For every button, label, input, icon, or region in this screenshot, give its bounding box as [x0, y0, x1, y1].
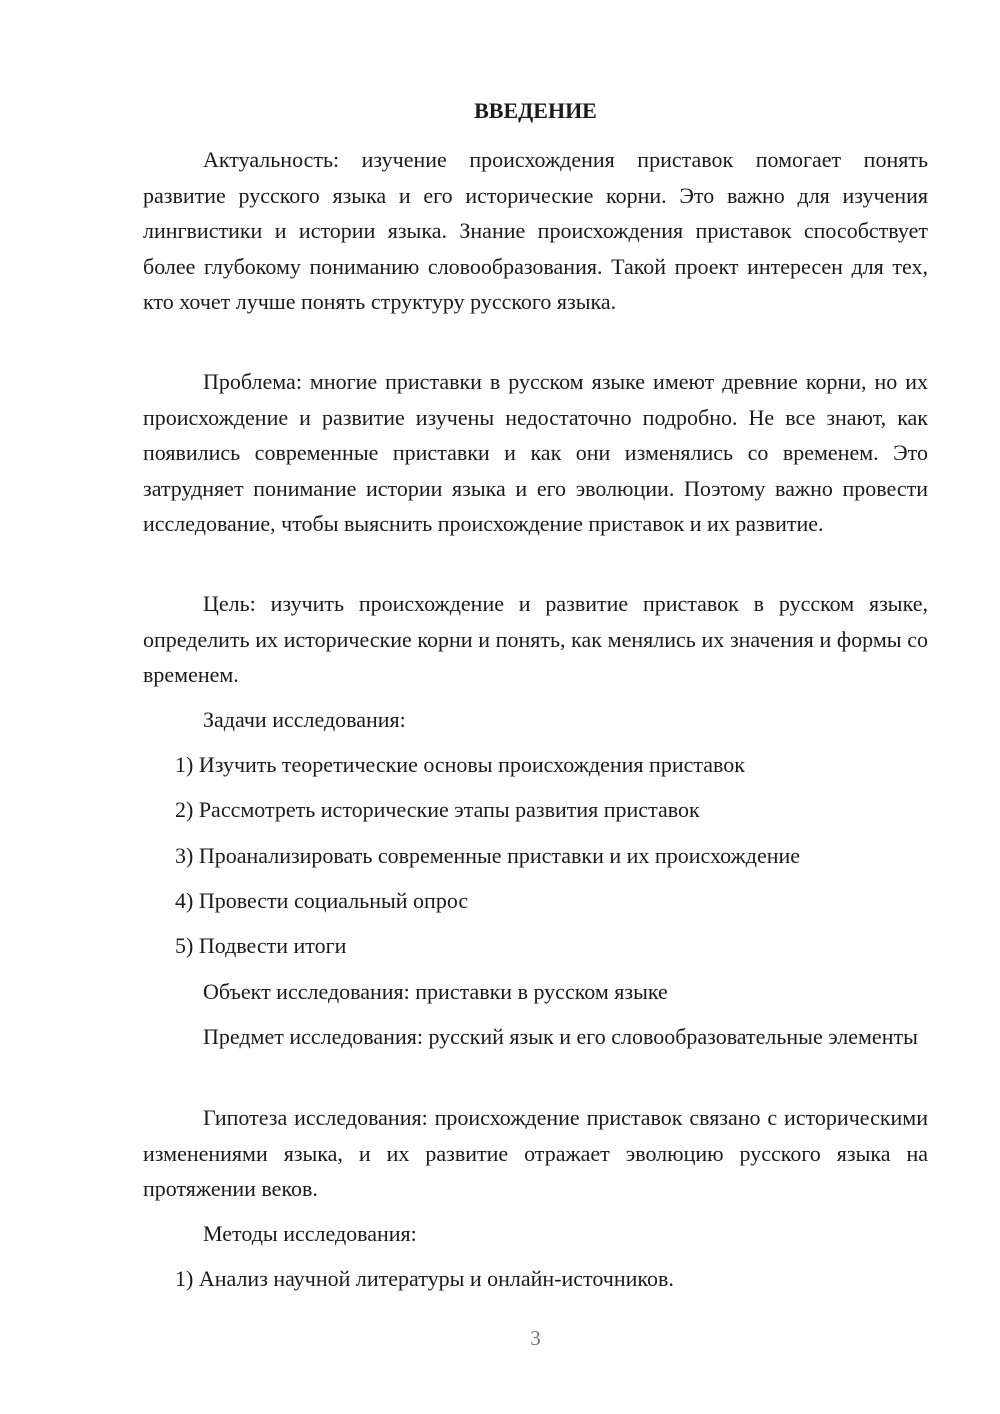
tasks-title: Задачи исследования: [203, 707, 406, 732]
goal-paragraph: Цель: изучить происхождение и развитие приставок в русском языке, определить их исторические корни и понять, как менялись их значения и формы со временем. [143, 591, 928, 687]
page-number: 3 [530, 1326, 541, 1350]
hypothesis-paragraph: Гипотеза исследования: происхождение приставок связано с историческими изменениями языка, и их развитие отражает эволюцию русского языка на протяжении веков. [143, 1105, 928, 1201]
object-line: Объект исследования: приставки в русском языке [203, 979, 668, 1004]
task-item: 3) Проанализировать современные приставки и их происхождение [175, 843, 801, 868]
subject-paragraph: Предмет исследования: русский язык и его словообразовательные элементы [203, 1024, 918, 1049]
task-item: 5) Подвести итоги [175, 933, 347, 958]
task-item: 1) Изучить теоретические основы происхождения приставок [175, 752, 745, 777]
section-heading: ВВЕДЕНИЕ [474, 98, 597, 123]
task-item: 2) Рассмотреть исторические этапы развития приставок [175, 797, 700, 822]
relevance-paragraph: Актуальность: изучение происхождения приставок помогает понять развитие русского языка и его исторические корни. Это важно для изучения лингвистики и истории языка. Знание происхождения приставок способствует более глубокому пониманию словообразования. Такой проект интересен для тех, кто хочет лучше понять структуру русского языка. [143, 147, 928, 314]
task-item: 4) Провести социальный опрос [175, 888, 469, 913]
methods-title: Методы исследования: [203, 1221, 417, 1246]
method-item: 1) Анализ научной литературы и онлайн-источников. [175, 1266, 674, 1291]
problem-paragraph: Проблема: многие приставки в русском языке имеют древние корни, но их происхождение и развитие изучены недостаточно подробно. Не все знают, как появились современные приставки и как они изменялись со временем. Это затрудняет понимание истории языка и его эволюции. Поэтому важно провести исследование, чтобы выяснить происхождение приставок и их развитие. [143, 369, 928, 536]
